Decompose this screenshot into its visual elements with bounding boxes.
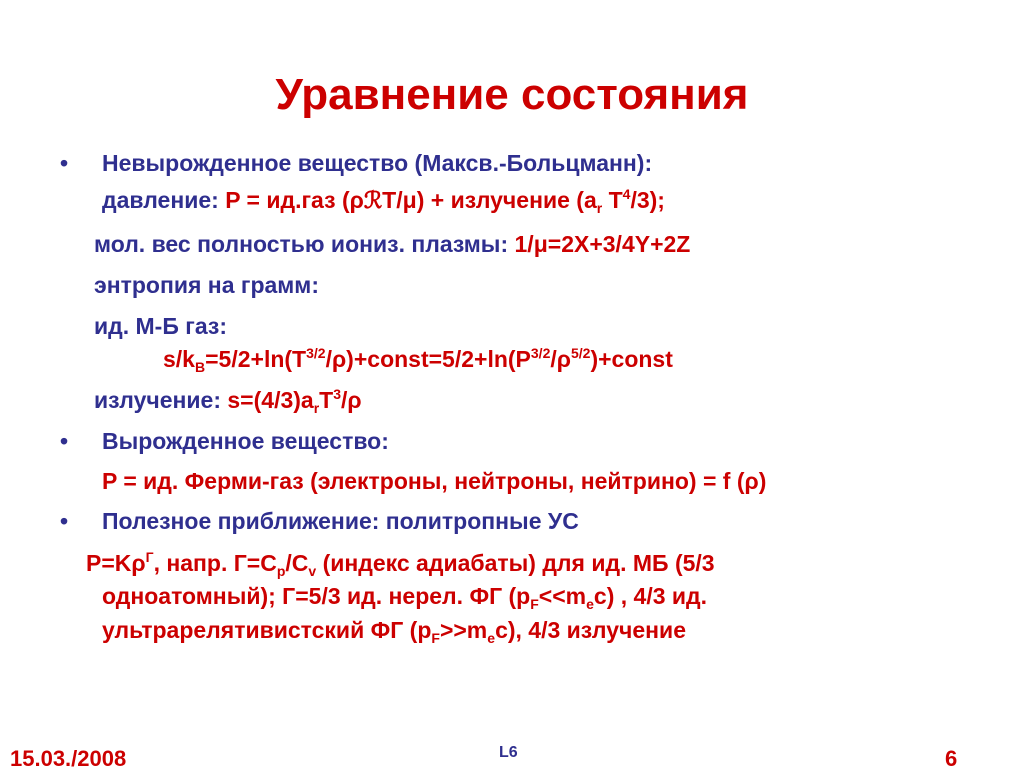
molecular-weight-line xyxy=(94,231,690,258)
polytrope-line-1: $P=K\rho^Г$, напр. $Г=C_p/C_v$ (индекс адиабаты) для ид. МБ (5/3 xyxy=(86,549,715,579)
radiation-formula: $s=(4/3)a_rT^3/\rho$ xyxy=(227,386,362,416)
mol-formula: 1/μ=2X+3/4Y+2Z xyxy=(514,231,691,257)
bullet-marker: • xyxy=(60,428,69,454)
footer-page-number: 6 xyxy=(945,746,958,771)
polytrope-line-2: одноатомный); Г=5/3 ид. нерел. ФГ $(p_F<<m_ec)$ , 4/3 ид. xyxy=(102,583,708,612)
pressure-label: давление: xyxy=(102,187,219,213)
footer-lecture-label: L6 xyxy=(499,744,518,761)
bullet-marker: • xyxy=(60,150,69,176)
ideal-gas-label: ид. М-Б газ: xyxy=(94,313,228,339)
footer-date: 15.03./2008 xyxy=(10,746,127,771)
radiation-line xyxy=(94,386,362,416)
bullet-1-heading: Невырожденное вещество (Максв.-Больцманн): xyxy=(102,150,653,176)
pressure-line xyxy=(102,186,665,216)
fermi-formula: P = ид. Ферми-газ (электроны, нейтроны, нейтрино) = f (ρ) xyxy=(102,468,767,494)
mol-label: мол. вес полностью иониз. плазмы: xyxy=(94,231,509,257)
bullet-2-heading: Вырожденное вещество: xyxy=(102,428,389,454)
pressure-formula: P = ид.газ (ρℛT/μ) + излучение ($a_r$ $T^4/3$); xyxy=(225,186,665,216)
bullet-3-heading: Полезное приближение: политропные УС xyxy=(102,508,579,534)
bullet-marker: • xyxy=(60,508,69,534)
entropy-formula: $s/k_B=5/2+\ln(T^{3/2}/\rho)+const=5/2+\ln(P^{3/2}/\rho^{5/2})+const$ xyxy=(163,345,673,375)
slide-title: Уравнение состояния xyxy=(275,70,749,119)
polytrope-line-3: ультрарелятивистский ФГ $(p_F>>m_ec)$, 4/3 излучение xyxy=(102,617,686,646)
radiation-label: излучение: xyxy=(94,387,221,413)
entropy-label: энтропия на грамм: xyxy=(94,272,319,298)
